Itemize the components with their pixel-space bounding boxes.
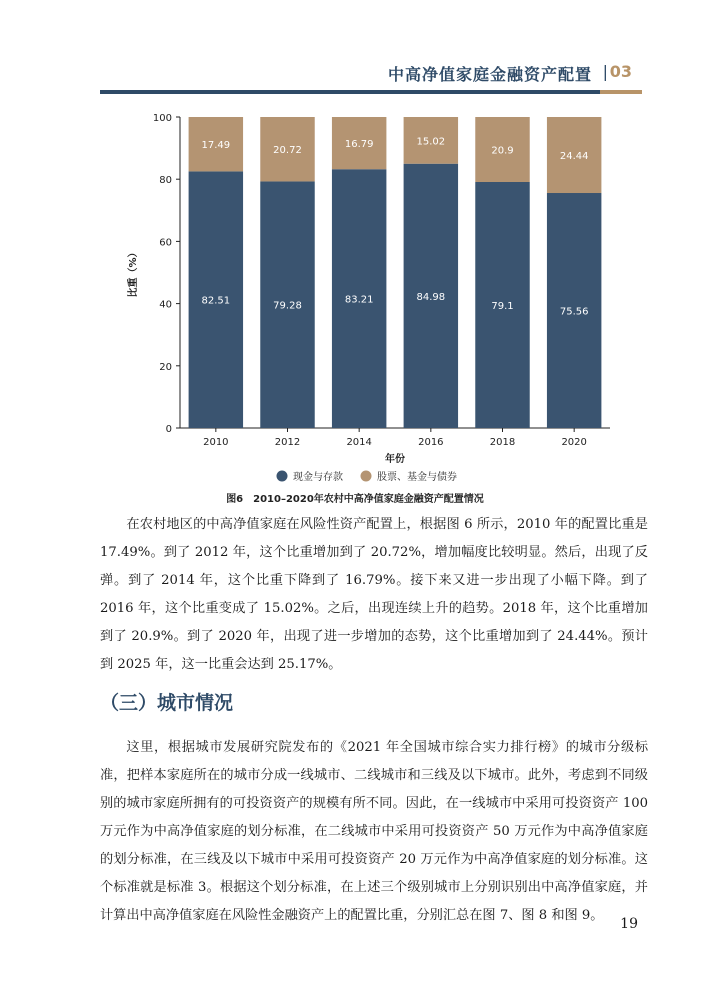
legend-label: 现金与存款 [293,472,343,483]
y-tick-label: 0 [165,424,172,435]
legend-swatch [361,471,372,482]
y-tick-label: 40 [159,299,172,311]
data-label: 82.51 [201,295,231,307]
stacked-bar-chart [100,100,610,488]
data-label: 79.28 [273,300,302,312]
data-label: 15.02 [416,136,446,148]
data-label: 75.56 [559,306,589,318]
legend-swatch [277,471,288,482]
header-separator: | [602,62,608,81]
data-label: 20.9 [491,145,514,157]
header-rule-accent [600,90,642,94]
data-label: 83.21 [344,294,374,306]
y-tick-label: 60 [159,237,172,249]
data-label: 20.72 [273,145,302,157]
x-tick-label: 2016 [418,437,444,448]
body-paragraph-1: 在农村地区的中高净值家庭在风险性资产配置上，根据图 6 所示，2010 年的配置比重是 17.49%。到了 2012 年，这个比重增加到了 20.72%，增加幅度比较明显。然后，出现了反弹。到了 2014 年，这个比重下降到了 16.79%。接下来又进一步出现了小幅下降。到了 2016 年，这个比重变成了 15.02%。之后，出现连续上升的趋势。2018 年，这个比重增加到了 20.9%。到了 2020 年，出现了进一步增加的态势，这个比重增加到了 24.44%。预计到 2025 年，这一比重会达到 25.17%。 [100,517,648,672]
x-tick-label: 2014 [346,437,372,448]
header-rule-primary [100,90,600,94]
x-tick-label: 2012 [274,437,301,448]
x-axis-label: 年份 [385,454,405,465]
data-label: 24.44 [559,151,589,163]
figure-caption: 图6 2010–2020年农村中高净值家庭金融资产配置情况 [226,494,484,505]
data-label: 84.98 [416,291,446,303]
body-paragraph-2: 这里，根据城市发展研究院发布的《2021 年全国城市综合实力排行榜》的城市分级标准，把样本家庭所在的城市分成一线城市、二线城市和三线及以下城市。此外，考虑到不同级别的城市家庭所拥有的可投资资产的规模有所不同。因此，在一线城市中采用可投资资产 100 万元作为中高净值家庭的划分标准，在二线城市中采用可投资资产 50 万元作为中高净值家庭的划分标准，在三线及以下城市中采用可投资资产 20 万元作为中高净值家庭的划分标准。这个标准就是标准 3。根据这个划分标准，在上述三个级别城市上分别识别出中高净值家庭，并计算出中高净值家庭在风险性金融资产上的配置比重，分别汇总在图 7、图 8 和图 9。 [100,740,648,923]
page-number: 19 [620,916,638,932]
data-label: 16.79 [344,139,374,151]
y-tick-label: 100 [152,113,172,124]
x-tick-label: 2020 [561,437,587,448]
header-title: 中高净值家庭金融资产配置 [387,65,592,84]
y-tick-label: 80 [159,175,172,187]
x-tick-label: 2018 [489,437,516,448]
x-tick-label: 2010 [203,437,229,448]
y-axis-label: 比重（%） [128,247,139,298]
data-label: 17.49 [201,140,231,152]
y-tick-label: 20 [159,361,172,373]
section-heading: （三）城市情况 [100,692,234,714]
legend-label: 股票、基金与债券 [377,472,457,483]
data-label: 79.1 [491,300,514,312]
chapter-number: 03 [609,62,632,81]
